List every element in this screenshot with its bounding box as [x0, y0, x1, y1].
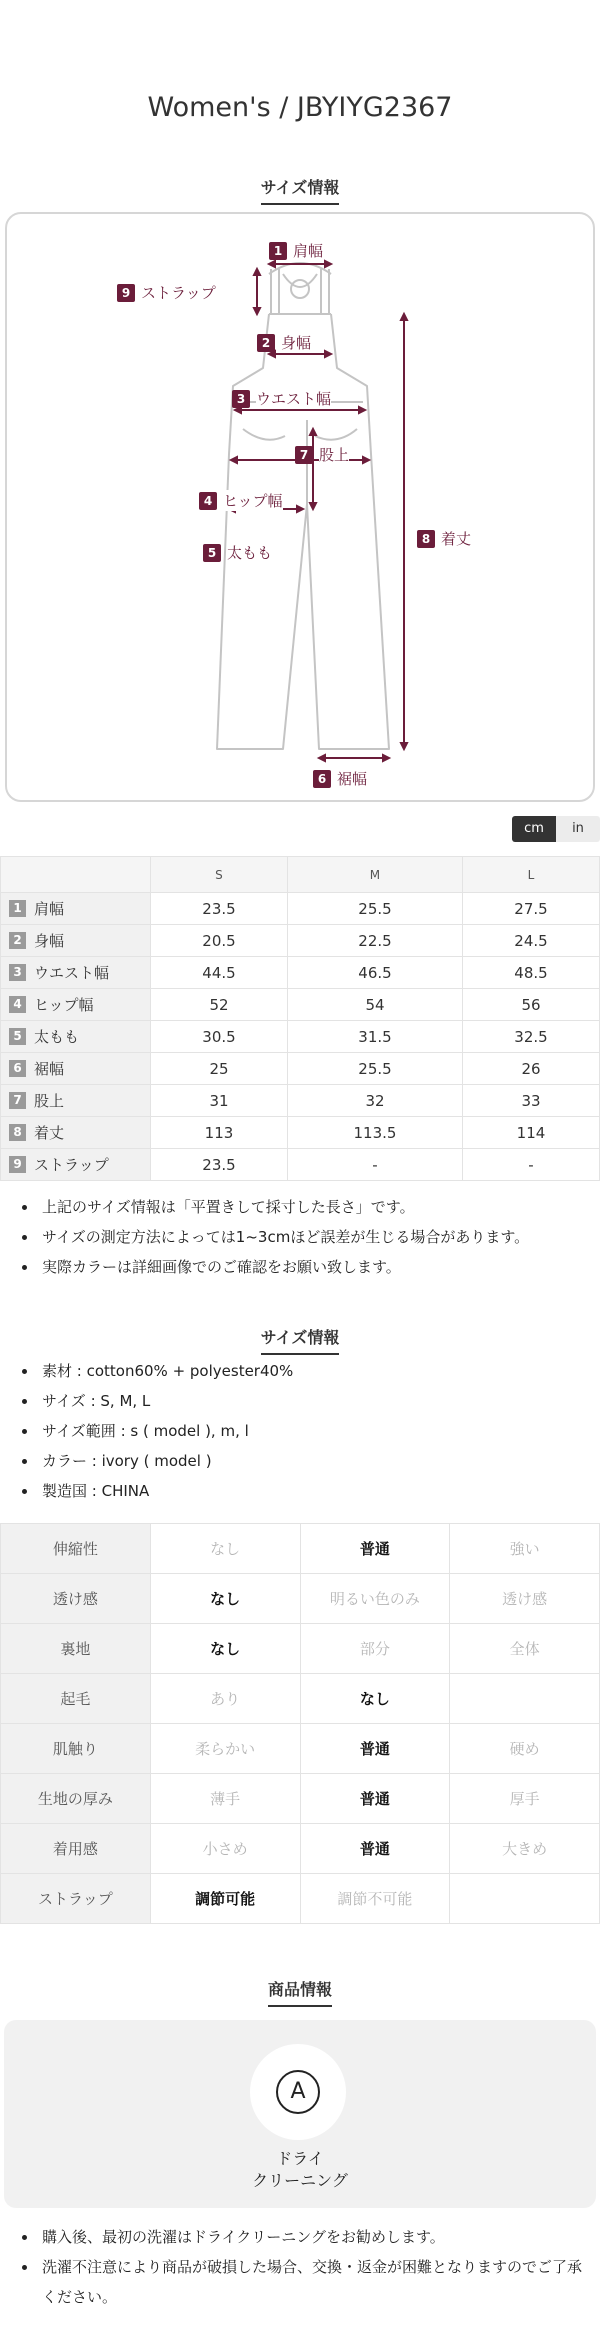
diagram-label-thigh: 5 太もも	[203, 542, 272, 563]
diagram-label-length: 8 着丈	[417, 528, 471, 549]
size-value-cell: 31	[151, 1085, 288, 1117]
spec-item: 素材 : cotton60% + polyester40%	[22, 1356, 592, 1386]
size-value-cell: 56	[462, 989, 599, 1021]
fabric-attribute-label: ストラップ	[1, 1874, 151, 1924]
size-value-cell: 54	[287, 989, 462, 1021]
unit-toggle	[512, 816, 600, 842]
spec-list	[22, 1356, 592, 1506]
note-item: 購入後、最初の洗濯はドライクリーニングをお勧めします。	[22, 2222, 592, 2252]
size-value-cell: 23.5	[151, 1149, 288, 1181]
size-value-cell: 23.5	[151, 893, 288, 925]
row-label: 裾幅	[34, 1060, 65, 1078]
spec-item: サイズ範囲 : s ( model ), m, l	[22, 1416, 592, 1446]
row-label: 太もも	[34, 1028, 80, 1046]
fabric-attribute-label: 肌触り	[1, 1724, 151, 1774]
spec-item: 製造国 : CHINA	[22, 1476, 592, 1506]
fabric-attribute-label: 生地の厚み	[1, 1774, 151, 1824]
row-number-badge: 5	[9, 1028, 26, 1045]
size-table-row	[1, 989, 600, 1021]
diagram-label-shoulder: 1 肩幅	[269, 240, 323, 261]
row-number-badge: 9	[9, 1156, 26, 1173]
diagram-label-rise: 7 股上	[295, 444, 349, 465]
note-item: サイズの測定方法によっては1~3cmほど誤差が生じる場合があります。	[22, 1222, 592, 1252]
fabric-option: 厚手	[450, 1774, 600, 1824]
page-title: Women's / JBYIYG2367	[147, 92, 453, 123]
size-table-row	[1, 1085, 600, 1117]
row-number-badge: 6	[9, 1060, 26, 1077]
size-row-header	[1, 893, 151, 925]
size-diagram	[5, 212, 595, 802]
fabric-option-selected: なし	[300, 1674, 450, 1724]
size-value-cell: 46.5	[287, 957, 462, 989]
size-value-cell: 22.5	[287, 925, 462, 957]
size-table-row	[1, 925, 600, 957]
size-value-cell: 33	[462, 1085, 599, 1117]
fabric-option-selected: 普通	[300, 1774, 450, 1824]
size-value-cell: 30.5	[151, 1021, 288, 1053]
row-label: 股上	[34, 1092, 65, 1110]
fabric-row	[1, 1624, 600, 1674]
size-value-cell: 25.5	[287, 1053, 462, 1085]
size-table-row	[1, 893, 600, 925]
fabric-attribute-label: 伸縮性	[1, 1524, 151, 1574]
diagram-label-hip: 4 ヒップ幅	[199, 490, 283, 511]
row-number-badge: 7	[9, 1092, 26, 1109]
row-number-badge: 8	[9, 1124, 26, 1141]
row-label: ストラップ	[34, 1156, 109, 1174]
fabric-option: 調節不可能	[300, 1874, 450, 1924]
size-value-cell: 113	[151, 1117, 288, 1149]
fabric-row	[1, 1574, 600, 1624]
size-value-cell: 32	[287, 1085, 462, 1117]
product-notes	[22, 2222, 592, 2312]
fabric-option: 全体	[450, 1624, 600, 1674]
care-box	[4, 2020, 596, 2208]
size-row-header	[1, 925, 151, 957]
fabric-option-selected: 普通	[300, 1724, 450, 1774]
unit-cm-button[interactable]: cm	[512, 816, 556, 842]
fabric-option: 硬め	[450, 1724, 600, 1774]
row-label: ウエスト幅	[34, 964, 110, 982]
fabric-option: 大きめ	[450, 1824, 600, 1874]
unit-in-button[interactable]: in	[556, 816, 600, 842]
row-number-badge: 2	[9, 932, 26, 949]
note-item: 実際カラーは詳細画像でのご確認をお願い致します。	[22, 1252, 592, 1282]
fabric-option-selected: 調節可能	[150, 1874, 300, 1924]
size-row-header	[1, 957, 151, 989]
size-table-row	[1, 1117, 600, 1149]
size-info-heading: サイズ情報	[0, 175, 600, 205]
size-value-cell: -	[287, 1149, 462, 1181]
size-value-cell: 52	[151, 989, 288, 1021]
diagram-label-strap: 9 ストラップ	[117, 282, 216, 303]
size-notes	[22, 1192, 592, 1282]
size-row-header	[1, 1085, 151, 1117]
fabric-row	[1, 1824, 600, 1874]
fabric-option: 柔らかい	[150, 1724, 300, 1774]
fabric-option-selected: なし	[150, 1574, 300, 1624]
size-table-row	[1, 957, 600, 989]
spec-item: サイズ : S, M, L	[22, 1386, 592, 1416]
size-value-cell: 113.5	[287, 1117, 462, 1149]
size-value-cell: 27.5	[462, 893, 599, 925]
size-column-header: S	[151, 857, 288, 893]
care-icon-circle	[250, 2044, 346, 2140]
product-info-heading: 商品情報	[0, 1977, 600, 2007]
size-row-header	[1, 1053, 151, 1085]
size-value-cell: 32.5	[462, 1021, 599, 1053]
fabric-attribute-label: 裏地	[1, 1624, 151, 1674]
row-label: 身幅	[34, 932, 65, 950]
row-number-badge: 3	[9, 964, 26, 981]
size-value-cell: 20.5	[151, 925, 288, 957]
spec-heading: サイズ情報	[0, 1325, 600, 1355]
size-table-row	[1, 1021, 600, 1053]
row-label: 肩幅	[34, 900, 65, 918]
diagram-label-hem: 6 裾幅	[313, 768, 367, 789]
size-row-header	[1, 1021, 151, 1053]
fabric-option: 小さめ	[150, 1824, 300, 1874]
size-table	[0, 856, 600, 1181]
fabric-option: 強い	[450, 1524, 600, 1574]
fabric-option: 明るい色のみ	[300, 1574, 450, 1624]
fabric-row	[1, 1874, 600, 1924]
size-value-cell: 25.5	[287, 893, 462, 925]
fabric-option	[450, 1674, 600, 1724]
fabric-option-selected: 普通	[300, 1824, 450, 1874]
size-value-cell: 31.5	[287, 1021, 462, 1053]
fabric-option: 部分	[300, 1624, 450, 1674]
note-item: 上記のサイズ情報は「平置きして採寸した長さ」です。	[22, 1192, 592, 1222]
size-table-corner	[1, 857, 151, 893]
fabric-attribute-label: 着用感	[1, 1824, 151, 1874]
dry-clean-icon: A	[276, 2070, 320, 2114]
row-number-badge: 4	[9, 996, 26, 1013]
row-label: 着丈	[34, 1124, 65, 1142]
fabric-option: あり	[150, 1674, 300, 1724]
size-value-cell: 24.5	[462, 925, 599, 957]
fabric-option-selected: 普通	[300, 1524, 450, 1574]
size-row-header	[1, 1149, 151, 1181]
size-column-header: M	[287, 857, 462, 893]
care-label: ドライ クリーニング	[252, 2149, 348, 2190]
spec-item: カラー : ivory ( model )	[22, 1446, 592, 1476]
fabric-option: 薄手	[150, 1774, 300, 1824]
note-item: 洗濯不注意により商品が破損した場合、交換・返金が困難となりますのでご了承ください。	[22, 2252, 592, 2312]
size-value-cell: 25	[151, 1053, 288, 1085]
fabric-option	[450, 1874, 600, 1924]
row-number-badge: 1	[9, 900, 26, 917]
fabric-option: なし	[150, 1524, 300, 1574]
diagram-label-waist: 3 ウエスト幅	[232, 388, 331, 409]
size-row-header	[1, 1117, 151, 1149]
overalls-illustration	[7, 214, 597, 804]
size-table-row	[1, 1149, 600, 1181]
size-value-cell: 26	[462, 1053, 599, 1085]
size-column-header: L	[462, 857, 599, 893]
fabric-attribute-label: 透け感	[1, 1574, 151, 1624]
size-value-cell: 48.5	[462, 957, 599, 989]
size-row-header	[1, 989, 151, 1021]
fabric-row	[1, 1774, 600, 1824]
size-value-cell: 44.5	[151, 957, 288, 989]
fabric-row	[1, 1524, 600, 1574]
row-label: ヒップ幅	[34, 996, 94, 1014]
fabric-option-selected: なし	[150, 1624, 300, 1674]
size-value-cell: 114	[462, 1117, 599, 1149]
size-value-cell: -	[462, 1149, 599, 1181]
size-table-header	[1, 857, 600, 893]
fabric-row	[1, 1724, 600, 1774]
fabric-row	[1, 1674, 600, 1724]
fabric-table	[0, 1523, 600, 1924]
fabric-attribute-label: 起毛	[1, 1674, 151, 1724]
fabric-option: 透け感	[450, 1574, 600, 1624]
diagram-label-chest: 2 身幅	[257, 332, 311, 353]
size-table-row	[1, 1053, 600, 1085]
